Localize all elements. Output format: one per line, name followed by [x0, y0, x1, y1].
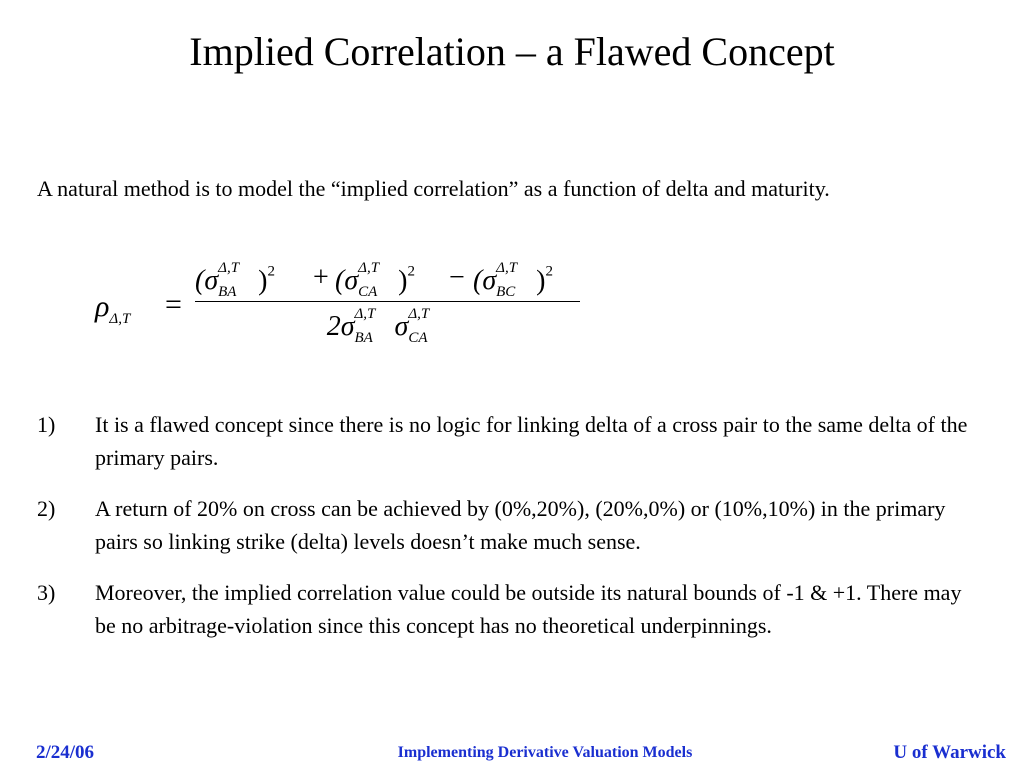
equals-sign: =	[165, 288, 182, 321]
list-item-number: 2)	[37, 496, 56, 521]
list-item	[37, 492, 987, 558]
list-item	[37, 408, 987, 474]
fraction-bar	[195, 301, 580, 302]
slide-title: Implied Correlation – a Flawed Concept	[189, 29, 835, 74]
den-scripts-1	[355, 308, 395, 350]
term-3-sub: BC	[496, 284, 516, 300]
den-scripts-2	[408, 308, 448, 350]
term-2-scripts	[358, 262, 398, 304]
formula-lhs	[95, 290, 130, 328]
list-item	[37, 576, 987, 642]
term-3-scripts	[496, 262, 536, 304]
plus-sign: +	[313, 262, 329, 293]
term-1-power: 2	[267, 263, 275, 280]
footer-date: 2/24/06	[36, 742, 95, 763]
term-3-sup: Δ,T	[496, 260, 518, 276]
term-1-sup: Δ,T	[218, 260, 240, 276]
term-2-sigma: (σ	[335, 265, 359, 297]
rho-symbol: ρ	[95, 290, 110, 323]
rho-subscript: Δ,T	[109, 311, 131, 327]
list-item-text: It is a flawed concept since there is no logic for linking delta of a cross pair to the same delta of the primary pairs.	[95, 412, 968, 470]
list-item-text: Moreover, the implied correlation value could be outside its natural bounds of -1 & +1. There may be no arbitrage-violation since this concept has no theoretical underpinnings.	[95, 580, 962, 638]
list-item-number: 1)	[37, 412, 56, 437]
term-2-sub: CA	[358, 284, 378, 300]
term-3	[473, 262, 553, 304]
term-2	[335, 262, 415, 304]
term-1	[195, 262, 275, 304]
formula-denominator	[195, 308, 580, 350]
den-sigma-2: σ	[394, 311, 409, 343]
minus-sign: −	[449, 262, 465, 293]
term-3-close: )	[536, 265, 546, 297]
den-coef-sigma: 2σ	[326, 311, 355, 343]
list-item-number: 3)	[37, 580, 56, 605]
term-2-power: 2	[407, 263, 415, 280]
footer-course-title: Implementing Derivative Valuation Models	[397, 744, 693, 761]
term-3-sigma: (σ	[473, 265, 497, 297]
list-item-text: A return of 20% on cross can be achieved by (0%,20%), (20%,0%) or (10%,10%) in the primary pairs so linking strike (delta) levels doesn’t make much sense.	[95, 496, 946, 554]
formula-numerator	[195, 252, 580, 298]
term-1-scripts	[218, 262, 258, 304]
term-1-sub: BA	[218, 284, 237, 300]
den-sup-2: Δ,T	[408, 306, 430, 322]
intro-text: A natural method is to model the “implied correlation” as a function of delta and maturity.	[37, 176, 830, 201]
term-1-close: )	[258, 265, 268, 297]
term-1-sigma: (σ	[195, 265, 219, 297]
points-list	[37, 408, 987, 660]
term-2-close: )	[398, 265, 408, 297]
den-sub-2: CA	[408, 330, 428, 346]
term-3-power: 2	[545, 263, 553, 280]
term-2-sup: Δ,T	[358, 260, 380, 276]
footer-institution: U of Warwick	[893, 742, 1006, 763]
den-sub-1: BA	[354, 330, 373, 346]
den-sup-1: Δ,T	[354, 306, 376, 322]
